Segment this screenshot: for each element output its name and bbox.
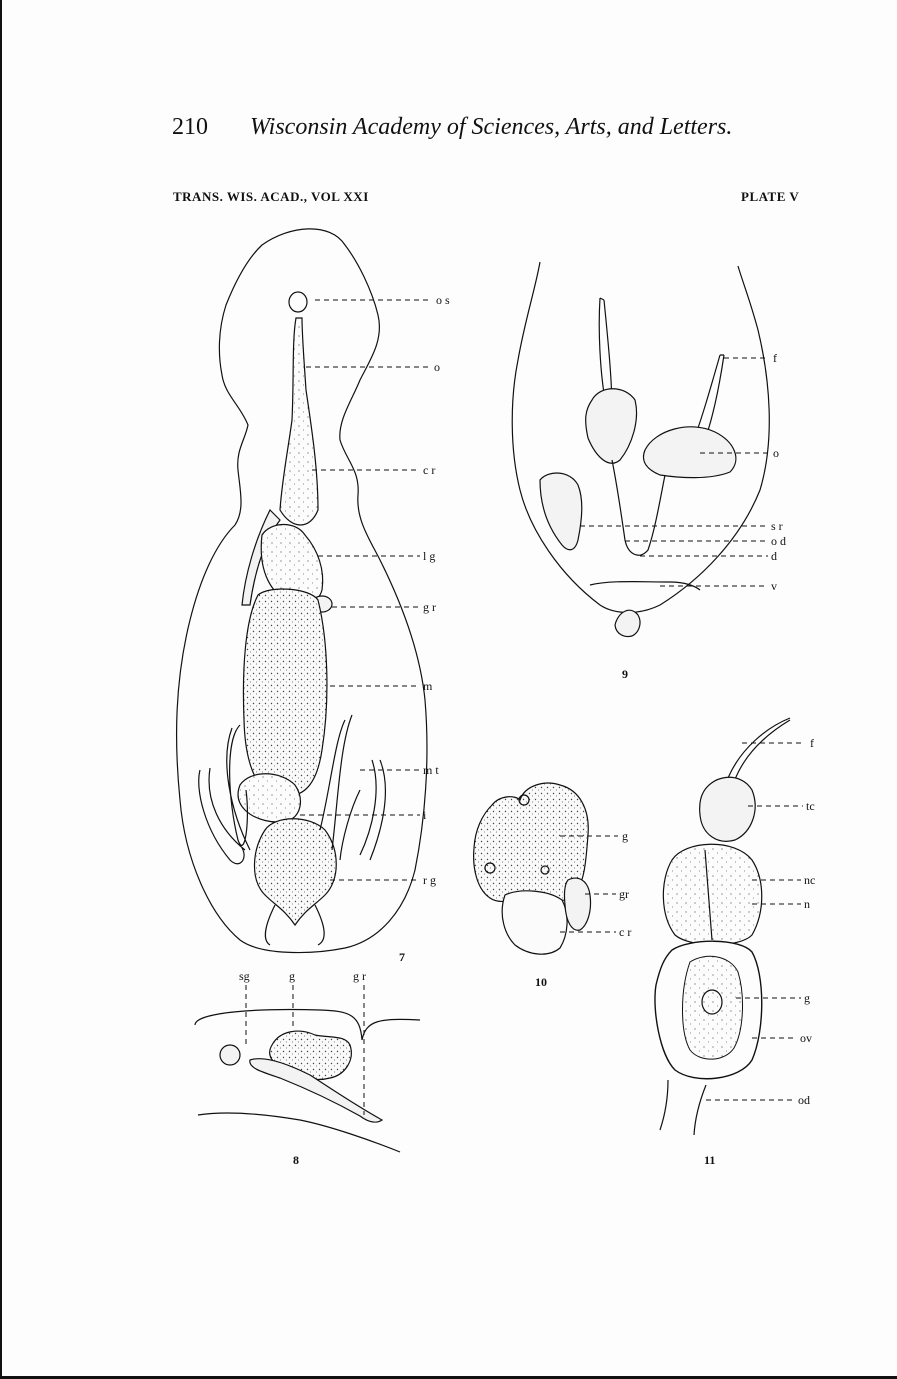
fig11-filament [728,718,790,782]
fig10-label-cr: c r [619,925,632,939]
figure-9 [512,262,786,681]
plate-number-caption: PLATE V [741,189,800,204]
fig7-oesophagus [280,318,318,525]
fig10-label-gr: gr [619,887,629,901]
fig7-label-mt: m t [423,763,439,777]
fig8-salivary-bulb [220,1045,240,1065]
fig11-label-tc: tc [806,799,815,813]
figure-11 [655,718,815,1167]
fig9-genital-opening [615,610,640,636]
fig11-label-f: f [810,736,814,750]
fig10-gastric-cells [564,878,590,930]
fig11-label-od: od [798,1093,810,1107]
fig11-terminal-chamber [700,777,756,841]
fig7-number: 7 [399,950,405,964]
fig7-label-gr: g r [423,600,436,614]
fig8-label-g: g [289,969,295,983]
page-number: 210 [172,114,208,140]
fig9-body-outline [512,262,769,613]
fig8-label-gr: g r [353,969,366,983]
fig7-rectal-gland [254,819,336,925]
figure-7 [177,229,450,964]
fig11-germ-cell [683,956,743,1059]
fig11-oviduct [660,1080,706,1135]
fig8-number: 8 [293,1153,299,1167]
fig11-label-ov: ov [800,1031,812,1045]
fig9-label-od: o d [771,534,786,548]
fig7-label-o: o [434,360,440,374]
fig7-label-rg: r g [423,873,436,887]
fig9-number: 9 [622,667,628,681]
fig7-label-i: i [423,808,427,822]
fig10-crop-cell [502,891,567,954]
fig7-label-os: o s [436,293,450,307]
figure-8 [195,969,420,1167]
fig10-number: 10 [535,975,547,989]
fig7-oral-sucker [289,292,307,312]
fig7-midgut [243,589,327,796]
fig10-label-g: g [622,829,628,843]
fig11-nurse-chamber [663,844,761,945]
fig9-label-sr: s r [771,519,783,533]
fig11-label-g: g [804,991,810,1005]
fig11-number: 11 [704,1153,716,1167]
fig9-spermatheca [540,473,582,550]
fig11-label-n: n [804,897,810,911]
fig9-label-o: o [773,446,779,460]
plate-volume-caption: TRANS. WIS. ACAD., VOL XXI [173,189,369,204]
fig8-label-sg: sg [239,969,250,983]
journal-title: Wisconsin Academy of Sciences, Arts, and Letters. [250,114,733,140]
fig9-label-f: f [773,351,777,365]
fig9-ovary-right [643,427,735,478]
figure-10 [474,783,632,989]
fig9-label-d: d [771,549,777,563]
fig7-label-m: m [423,679,433,693]
fig7-label-cr: c r [423,463,436,477]
fig7-label-lg: l g [423,549,436,563]
fig11-label-nc: nc [804,873,816,887]
fig9-ovary-left [586,389,637,463]
fig9-label-v: v [771,579,777,593]
